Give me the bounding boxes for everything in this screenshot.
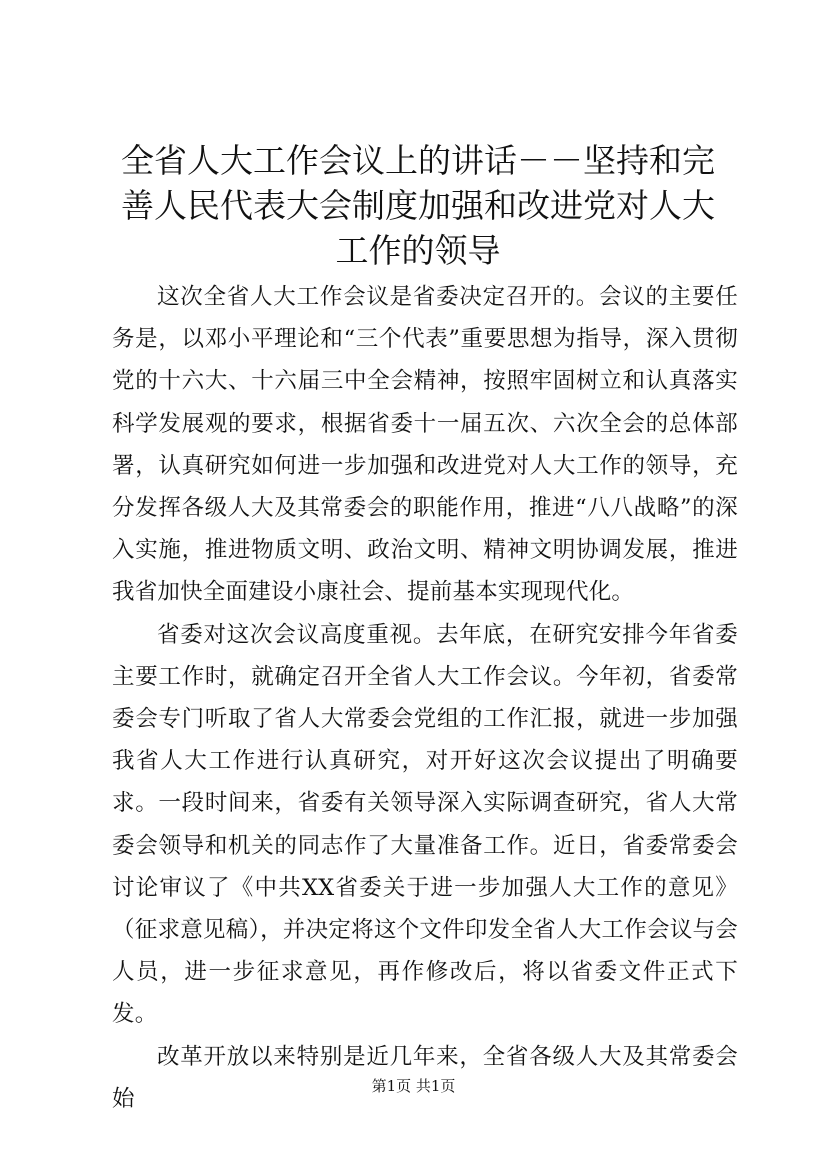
document-title: 全省人大工作会议上的讲话－－坚持和完善人民代表大会制度加强和改进党对人大工作的领导 xyxy=(121,141,715,270)
page-footer: 第1页 共1页 xyxy=(371,1077,456,1095)
paragraph-3: 改革开放以来特别是近几年来，全省各级人大及其常委会始 xyxy=(112,1043,738,1112)
paragraph-2: 省委对这次会议高度重视。去年底，在研究安排今年省委主要工作时，就确定召开全省人大工作会议。今年初，省委常委会专门听取了省人大常委会党组的工作汇报，就进一步加强我省人大工作进行认真研究，对开好这次会议提出了明确要求。一段时间来，省委有关领导深入实际调查研究，省人大常委会领导和机关的同志作了大量准备工作。近日，省委常委会讨论审议了《中共XX省委关于进一步加强人大工作的意见》（征求意见稿），并决定将这个文件印发全省人大工作会议与会人员，进一步征求意见，再作修改后，将以省委文件正式下发。 xyxy=(112,621,738,1028)
document-body xyxy=(112,276,738,1120)
paragraph-1: 这次全省人大工作会议是省委决定召开的。会议的主要任务是，以邓小平理论和“三个代表”重要思想为指导，深入贯彻党的十六大、十六届三中全会精神，按照牢固树立和认真落实科学发展观的要求，根据省委十一届五次、六次全会的总体部署，认真研究如何进一步加强和改进党对人大工作的领导，充分发挥各级人大及其常委会的职能作用，推进“八八战略”的深入实施，推进物质文明、政治文明、精神文明协调发展，推进我省加快全面建设小康社会、提前基本实现现代化。 xyxy=(112,284,738,606)
